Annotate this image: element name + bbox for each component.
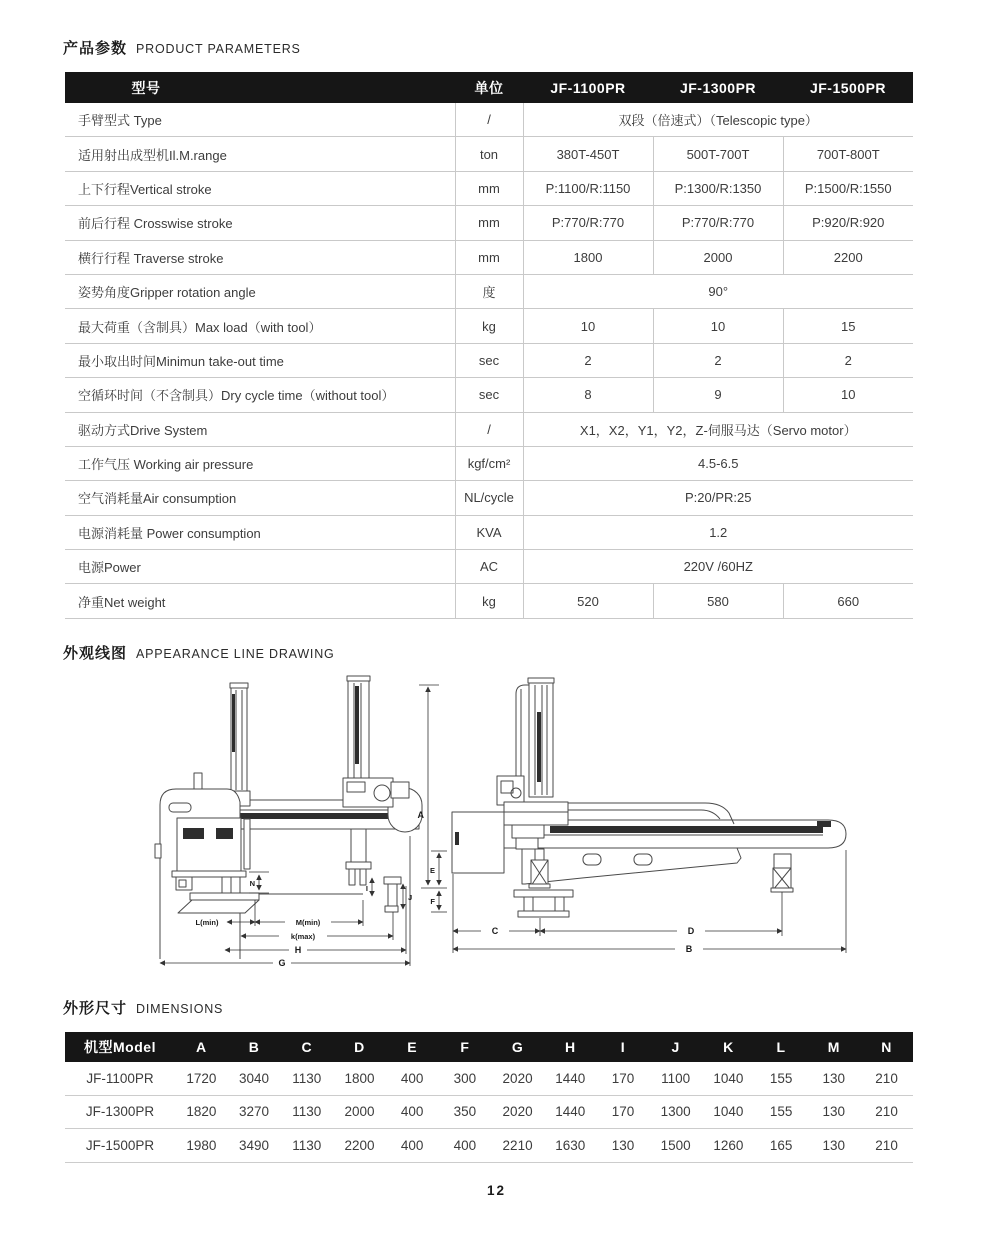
param-value: P:920/R:920	[783, 206, 913, 240]
param-unit: mm	[455, 240, 523, 274]
dim-value: 1300	[649, 1095, 702, 1129]
param-span-value: X1，X2，Y1，Y2，Z-伺服马达（Servo motor）	[523, 412, 913, 446]
param-value: P:1500/R:1550	[783, 171, 913, 205]
dims-header-row	[65, 1032, 913, 1062]
product-parameters-table	[65, 72, 913, 619]
dims-row-jf1300pr	[65, 1095, 913, 1129]
param-label: 横行行程 Traverse stroke	[65, 240, 455, 274]
param-unit: 度	[455, 274, 523, 308]
param-value: 2000	[653, 240, 783, 274]
dim-value: 1040	[702, 1095, 755, 1129]
dims-header-m: M	[807, 1032, 860, 1062]
dim-value: 1500	[649, 1129, 702, 1163]
dims-header-i: I	[597, 1032, 650, 1062]
dims-model: JF-1100PR	[65, 1062, 175, 1095]
dim-label-l-min: L(min)	[195, 918, 219, 927]
param-value: P:770/R:770	[523, 206, 653, 240]
dims-row-jf1500pr	[65, 1129, 913, 1163]
beam-carriage-side	[512, 825, 544, 838]
param-row-traverse-stroke	[65, 240, 913, 274]
vent-slot	[216, 828, 233, 839]
param-value: P:1300/R:1350	[653, 171, 783, 205]
param-value: 520	[523, 584, 653, 618]
param-label: 最小取出时间Minimun take-out time	[65, 343, 455, 377]
param-label: 工作气压 Working air pressure	[65, 446, 455, 480]
dim-value: 2020	[491, 1095, 544, 1129]
dim-label-e: E	[429, 866, 435, 875]
dims-header-j: J	[649, 1032, 702, 1062]
parameters-title-en: PRODUCT PARAMETERS	[136, 42, 301, 56]
side-view-drawing	[452, 678, 846, 954]
dim-value: 1630	[544, 1129, 597, 1163]
param-unit: /	[455, 103, 523, 137]
params-header-row	[65, 72, 913, 103]
param-row-power-consumption	[65, 515, 913, 549]
param-value: 2	[783, 343, 913, 377]
dims-row-jf1100pr	[65, 1062, 913, 1095]
dimensions-title-en: DIMENSIONS	[136, 1002, 224, 1016]
dimensions-section-title	[63, 997, 223, 1018]
dim-value: 2020	[491, 1062, 544, 1095]
param-row-max-load	[65, 309, 913, 343]
param-label: 最大荷重（含制具）Max load（with tool）	[65, 309, 455, 343]
dim-value: 2200	[333, 1129, 386, 1163]
page-number: 12	[486, 1183, 507, 1198]
dim-value: 210	[860, 1062, 913, 1095]
param-value: 660	[783, 584, 913, 618]
dim-value: 1720	[175, 1062, 228, 1095]
foot-clamp	[774, 854, 791, 868]
dims-header-n: N	[860, 1032, 913, 1062]
param-label: 电源消耗量 Power consumption	[65, 515, 455, 549]
param-value: 10	[523, 309, 653, 343]
param-row-net-weight	[65, 584, 913, 618]
param-label: 驱动方式Drive System	[65, 412, 455, 446]
dims-header-model: 机型Model	[65, 1032, 175, 1062]
dims-header-a: A	[175, 1032, 228, 1062]
dim-value: 2000	[333, 1095, 386, 1129]
dim-value: 165	[755, 1129, 808, 1163]
dim-value: 1980	[175, 1129, 228, 1163]
dim-label-h: H	[294, 945, 302, 955]
param-value: 580	[653, 584, 783, 618]
dim-value: 170	[597, 1062, 650, 1095]
dims-header-f: F	[439, 1032, 492, 1062]
beam-top-duct	[568, 803, 734, 824]
dims-header-l: L	[755, 1032, 808, 1062]
dim-value: 3490	[228, 1129, 281, 1163]
param-value: 15	[783, 309, 913, 343]
dim-value: 3040	[228, 1062, 281, 1095]
dim-value: 3270	[228, 1095, 281, 1129]
dim-label-b: B	[685, 944, 693, 954]
param-value: 1800	[523, 240, 653, 274]
dim-value: 1040	[702, 1062, 755, 1095]
dim-value: 155	[755, 1062, 808, 1095]
dim-value: 1130	[280, 1095, 333, 1129]
control-box	[177, 818, 241, 871]
dims-header-g: G	[491, 1032, 544, 1062]
dims-header-d: D	[333, 1032, 386, 1062]
appearance-line-drawing	[145, 672, 875, 972]
param-value: 2	[653, 343, 783, 377]
dim-value: 400	[386, 1129, 439, 1163]
param-row-power	[65, 550, 913, 584]
dim-value: 130	[597, 1129, 650, 1163]
param-value: 10	[653, 309, 783, 343]
param-span-value: 90°	[523, 274, 913, 308]
param-unit: NL/cycle	[455, 481, 523, 515]
dim-value: 300	[439, 1062, 492, 1095]
param-unit: kgf/cm²	[455, 446, 523, 480]
param-value: P:770/R:770	[653, 206, 783, 240]
param-unit: kg	[455, 584, 523, 618]
pedestal	[514, 890, 573, 897]
param-label: 手臂型式 Type	[65, 103, 455, 137]
param-row-im-range	[65, 137, 913, 171]
dim-label-g: G	[278, 958, 286, 968]
dim-value: 350	[439, 1095, 492, 1129]
param-label: 适用射出成型机Il.M.range	[65, 137, 455, 171]
param-unit: kg	[455, 309, 523, 343]
param-unit: sec	[455, 343, 523, 377]
drawing-section-title	[63, 642, 335, 663]
param-span-value: 220V /60HZ	[523, 550, 913, 584]
param-value: 500T-700T	[653, 137, 783, 171]
dims-model: JF-1500PR	[65, 1129, 175, 1163]
param-value: 2200	[783, 240, 913, 274]
dimensions-title-zh: 外形尺寸	[63, 1000, 128, 1017]
dim-label-f: F	[430, 897, 435, 906]
param-unit: mm	[455, 171, 523, 205]
dim-label-d: D	[687, 926, 695, 936]
controller-box-side	[452, 812, 504, 873]
beam-rail-side	[550, 826, 824, 833]
param-unit: mm	[455, 206, 523, 240]
param-row-drive-system	[65, 412, 913, 446]
param-row-dry-cycle	[65, 378, 913, 412]
param-value: P:1100/R:1150	[523, 171, 653, 205]
vent-slot	[183, 828, 204, 839]
dim-value: 210	[860, 1129, 913, 1163]
dim-value: 1260	[702, 1129, 755, 1163]
header-model-jf1300pr: JF-1300PR	[653, 72, 783, 103]
parameters-section-title	[63, 37, 301, 58]
support-frame	[522, 848, 741, 884]
drawing-title-en: APPEARANCE LINE DRAWING	[136, 647, 335, 661]
dim-value: 2210	[491, 1129, 544, 1163]
param-value: 9	[653, 378, 783, 412]
param-row-crosswise-stroke	[65, 206, 913, 240]
dim-label-a: A	[417, 810, 424, 820]
param-row-vertical-stroke	[65, 171, 913, 205]
dim-value: 400	[386, 1062, 439, 1095]
dim-value: 400	[439, 1129, 492, 1163]
dim-label-i: I	[365, 884, 368, 893]
param-label: 净重Net weight	[65, 584, 455, 618]
dim-value: 1130	[280, 1129, 333, 1163]
param-label: 上下行程Vertical stroke	[65, 171, 455, 205]
dim-value: 155	[755, 1095, 808, 1129]
dim-value: 130	[807, 1095, 860, 1129]
dim-label-j: J	[408, 893, 413, 902]
dim-label-k-max: k(max)	[290, 932, 316, 941]
param-unit: AC	[455, 550, 523, 584]
dim-label-m-min: M(min)	[295, 918, 321, 927]
param-row-air-pressure	[65, 446, 913, 480]
dim-value: 400	[386, 1095, 439, 1129]
dim-value: 1100	[649, 1062, 702, 1095]
param-value: 380T-450T	[523, 137, 653, 171]
param-label: 空气消耗量Air consumption	[65, 481, 455, 515]
dim-value: 1800	[333, 1062, 386, 1095]
dim-value: 170	[597, 1095, 650, 1129]
header-model-jf1500pr: JF-1500PR	[783, 72, 913, 103]
param-value: 700T-800T	[783, 137, 913, 171]
param-label: 电源Power	[65, 550, 455, 584]
front-view-drawing	[155, 676, 422, 968]
param-label: 姿势角度Gripper rotation angle	[65, 274, 455, 308]
header-model-col: 型号	[65, 72, 455, 103]
dims-header-e: E	[386, 1032, 439, 1062]
header-unit-col: 单位	[455, 72, 523, 103]
dims-header-h: H	[544, 1032, 597, 1062]
param-row-takeout-time	[65, 343, 913, 377]
dim-value: 1820	[175, 1095, 228, 1129]
dim-label-n: N	[249, 879, 255, 888]
arm-head-plate	[504, 802, 568, 825]
param-unit: /	[455, 412, 523, 446]
dim-value: 1440	[544, 1062, 597, 1095]
param-row-type	[65, 103, 913, 137]
param-span-value: P:20/PR:25	[523, 481, 913, 515]
param-label: 空循环时间（不含制具）Dry cycle time（without tool）	[65, 378, 455, 412]
param-row-air-consumption	[65, 481, 913, 515]
dimensions-table	[65, 1032, 913, 1163]
dims-header-b: B	[228, 1032, 281, 1062]
dims-header-k: K	[702, 1032, 755, 1062]
dims-header-c: C	[280, 1032, 333, 1062]
param-row-rotation-angle	[65, 274, 913, 308]
param-unit: ton	[455, 137, 523, 171]
drawing-title-zh: 外观线图	[63, 645, 128, 662]
gripper-lowered	[384, 877, 401, 884]
param-span-value: 双段（倍速式）（Telescopic type）	[523, 103, 913, 137]
header-model-jf1100pr: JF-1100PR	[523, 72, 653, 103]
height-dimension-column	[418, 685, 448, 912]
base-plate	[190, 893, 259, 900]
param-value: 8	[523, 378, 653, 412]
param-span-value: 4.5-6.5	[523, 446, 913, 480]
dims-model: JF-1300PR	[65, 1095, 175, 1129]
param-unit: KVA	[455, 515, 523, 549]
dim-value: 210	[860, 1095, 913, 1129]
param-span-value: 1.2	[523, 515, 913, 549]
param-label: 前后行程 Crosswise stroke	[65, 206, 455, 240]
dim-value: 130	[807, 1129, 860, 1163]
param-value: 2	[523, 343, 653, 377]
dim-label-c: C	[491, 926, 499, 936]
dim-value: 130	[807, 1062, 860, 1095]
dim-value: 1130	[280, 1062, 333, 1095]
param-unit: sec	[455, 378, 523, 412]
parameters-title-zh: 产品参数	[63, 40, 128, 57]
param-value: 10	[783, 378, 913, 412]
dim-value: 1440	[544, 1095, 597, 1129]
